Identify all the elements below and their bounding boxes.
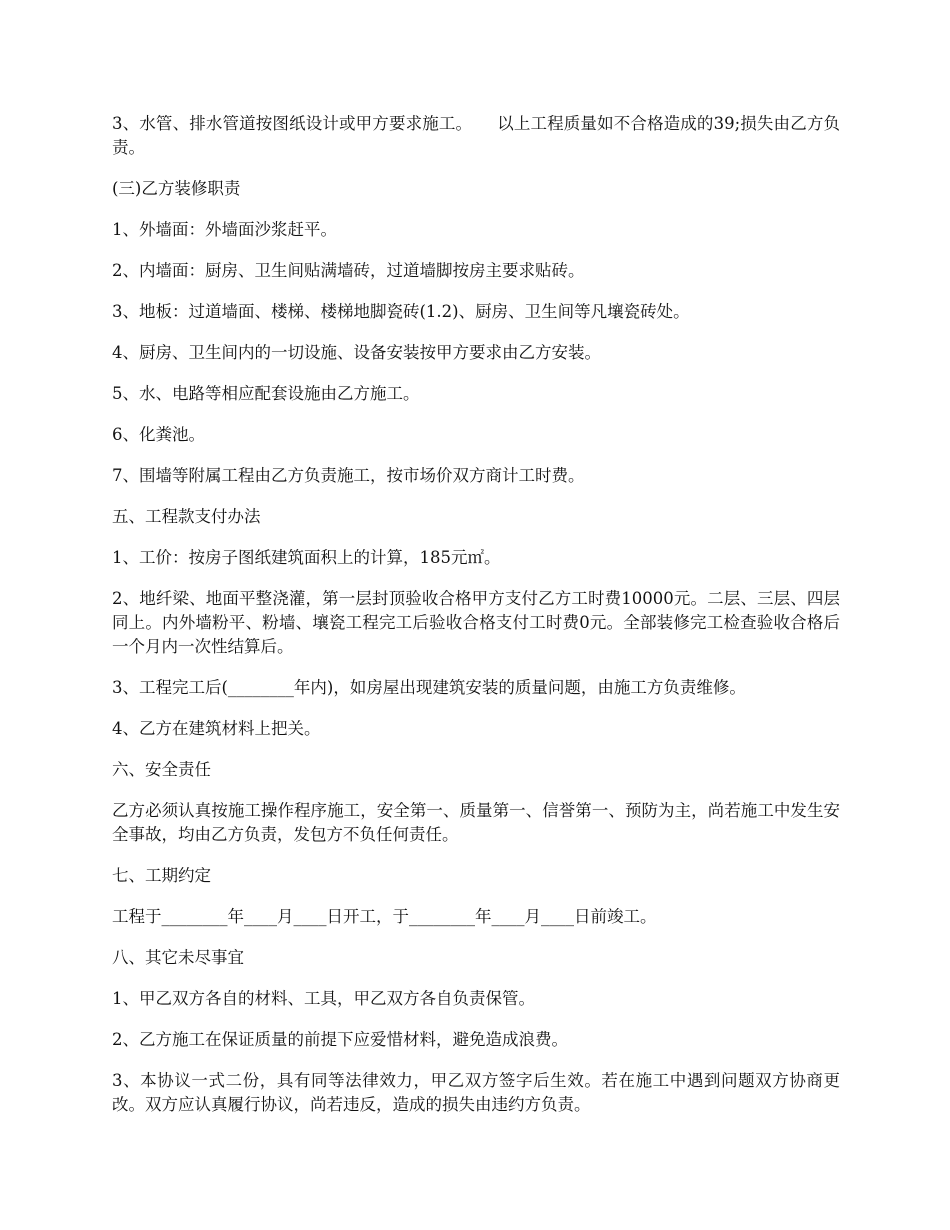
paragraph-septic-tank: 6、化粪池。 (112, 425, 205, 444)
paragraph-floor: 3、地板：过道墙面、楼梯、楼梯地脚瓷砖(1.2)、厨房、卫生间等凡壤瓷砖处。 (112, 302, 690, 321)
paragraph-unit-price: 1、工价：按房子图纸建筑面积上的计算，185元㎡。 (112, 548, 501, 567)
paragraph-water-electric: 5、水、电路等相应配套设施由乙方施工。 (112, 384, 420, 403)
paragraph-exterior-wall: 1、外墙面：外墙面沙浆赶平。 (112, 220, 337, 239)
paragraph-agreement-copies: 3、本协议一式二份，具有同等法律效力，甲乙双方签字后生效。若在施工中遇到问题双方协商更改。双方应认真履行协议，尚若违反，造成的损失由违约方负责。 (112, 1071, 840, 1114)
paragraph-materials-check: 4、乙方在建筑材料上把关。 (112, 719, 321, 738)
paragraph-kitchen-bath: 4、厨房、卫生间内的一切设施、设备安装按甲方要求由乙方安装。 (112, 343, 601, 362)
paragraph-fence: 7、围墙等附属工程由乙方负责施工，按市场价双方商计工时费。 (112, 466, 585, 485)
document-body (112, 112, 840, 1134)
paragraph-schedule-dates: 工程于________年____月____日开工，于________年____月____日前竣工。 (112, 907, 657, 926)
paragraph-safety: 乙方必须认真按施工操作程序施工，安全第一、质量第一、信誉第一、预防为主，尚若施工中发生安全事故，均由乙方负责，发包方不负任何责任。 (112, 801, 840, 844)
paragraph-save-materials: 2、乙方施工在保证质量的前提下应爱惜材料，避免造成浪费。 (112, 1030, 568, 1049)
heading-decoration-duties: (三)乙方装修职责 (112, 179, 241, 198)
paragraph-water-pipes: 3、水管、排水管道按图纸设计或甲方要求施工。 以上工程质量如不合格造成的39;损失由乙方负责。 (112, 114, 840, 157)
heading-schedule: 七、工期约定 (112, 866, 211, 885)
heading-payment: 五、工程款支付办法 (112, 507, 261, 526)
heading-safety: 六、安全责任 (112, 760, 211, 779)
paragraph-tools-custody: 1、甲乙双方各自的材料、工具，甲乙双方各自负责保管。 (112, 989, 535, 1008)
paragraph-interior-wall: 2、内墙面：厨房、卫生间贴满墙砖，过道墙脚按房主要求贴砖。 (112, 261, 585, 280)
heading-other-matters: 八、其它未尽事宜 (112, 948, 244, 967)
paragraph-payment-schedule: 2、地纤梁、地面平整浇灌，第一层封顶验收合格甲方支付乙方工时费10000元。二层、三层、四层同上。内外墙粉平、粉墙、壤瓷工程完工后验收合格支付工时费0元。全部装修完工检查验收合格后一个月内一次性结算后。 (112, 589, 840, 656)
paragraph-warranty: 3、工程完工后(________年内)，如房屋出现建筑安装的质量问题，由施工方负责维修。 (112, 678, 746, 697)
